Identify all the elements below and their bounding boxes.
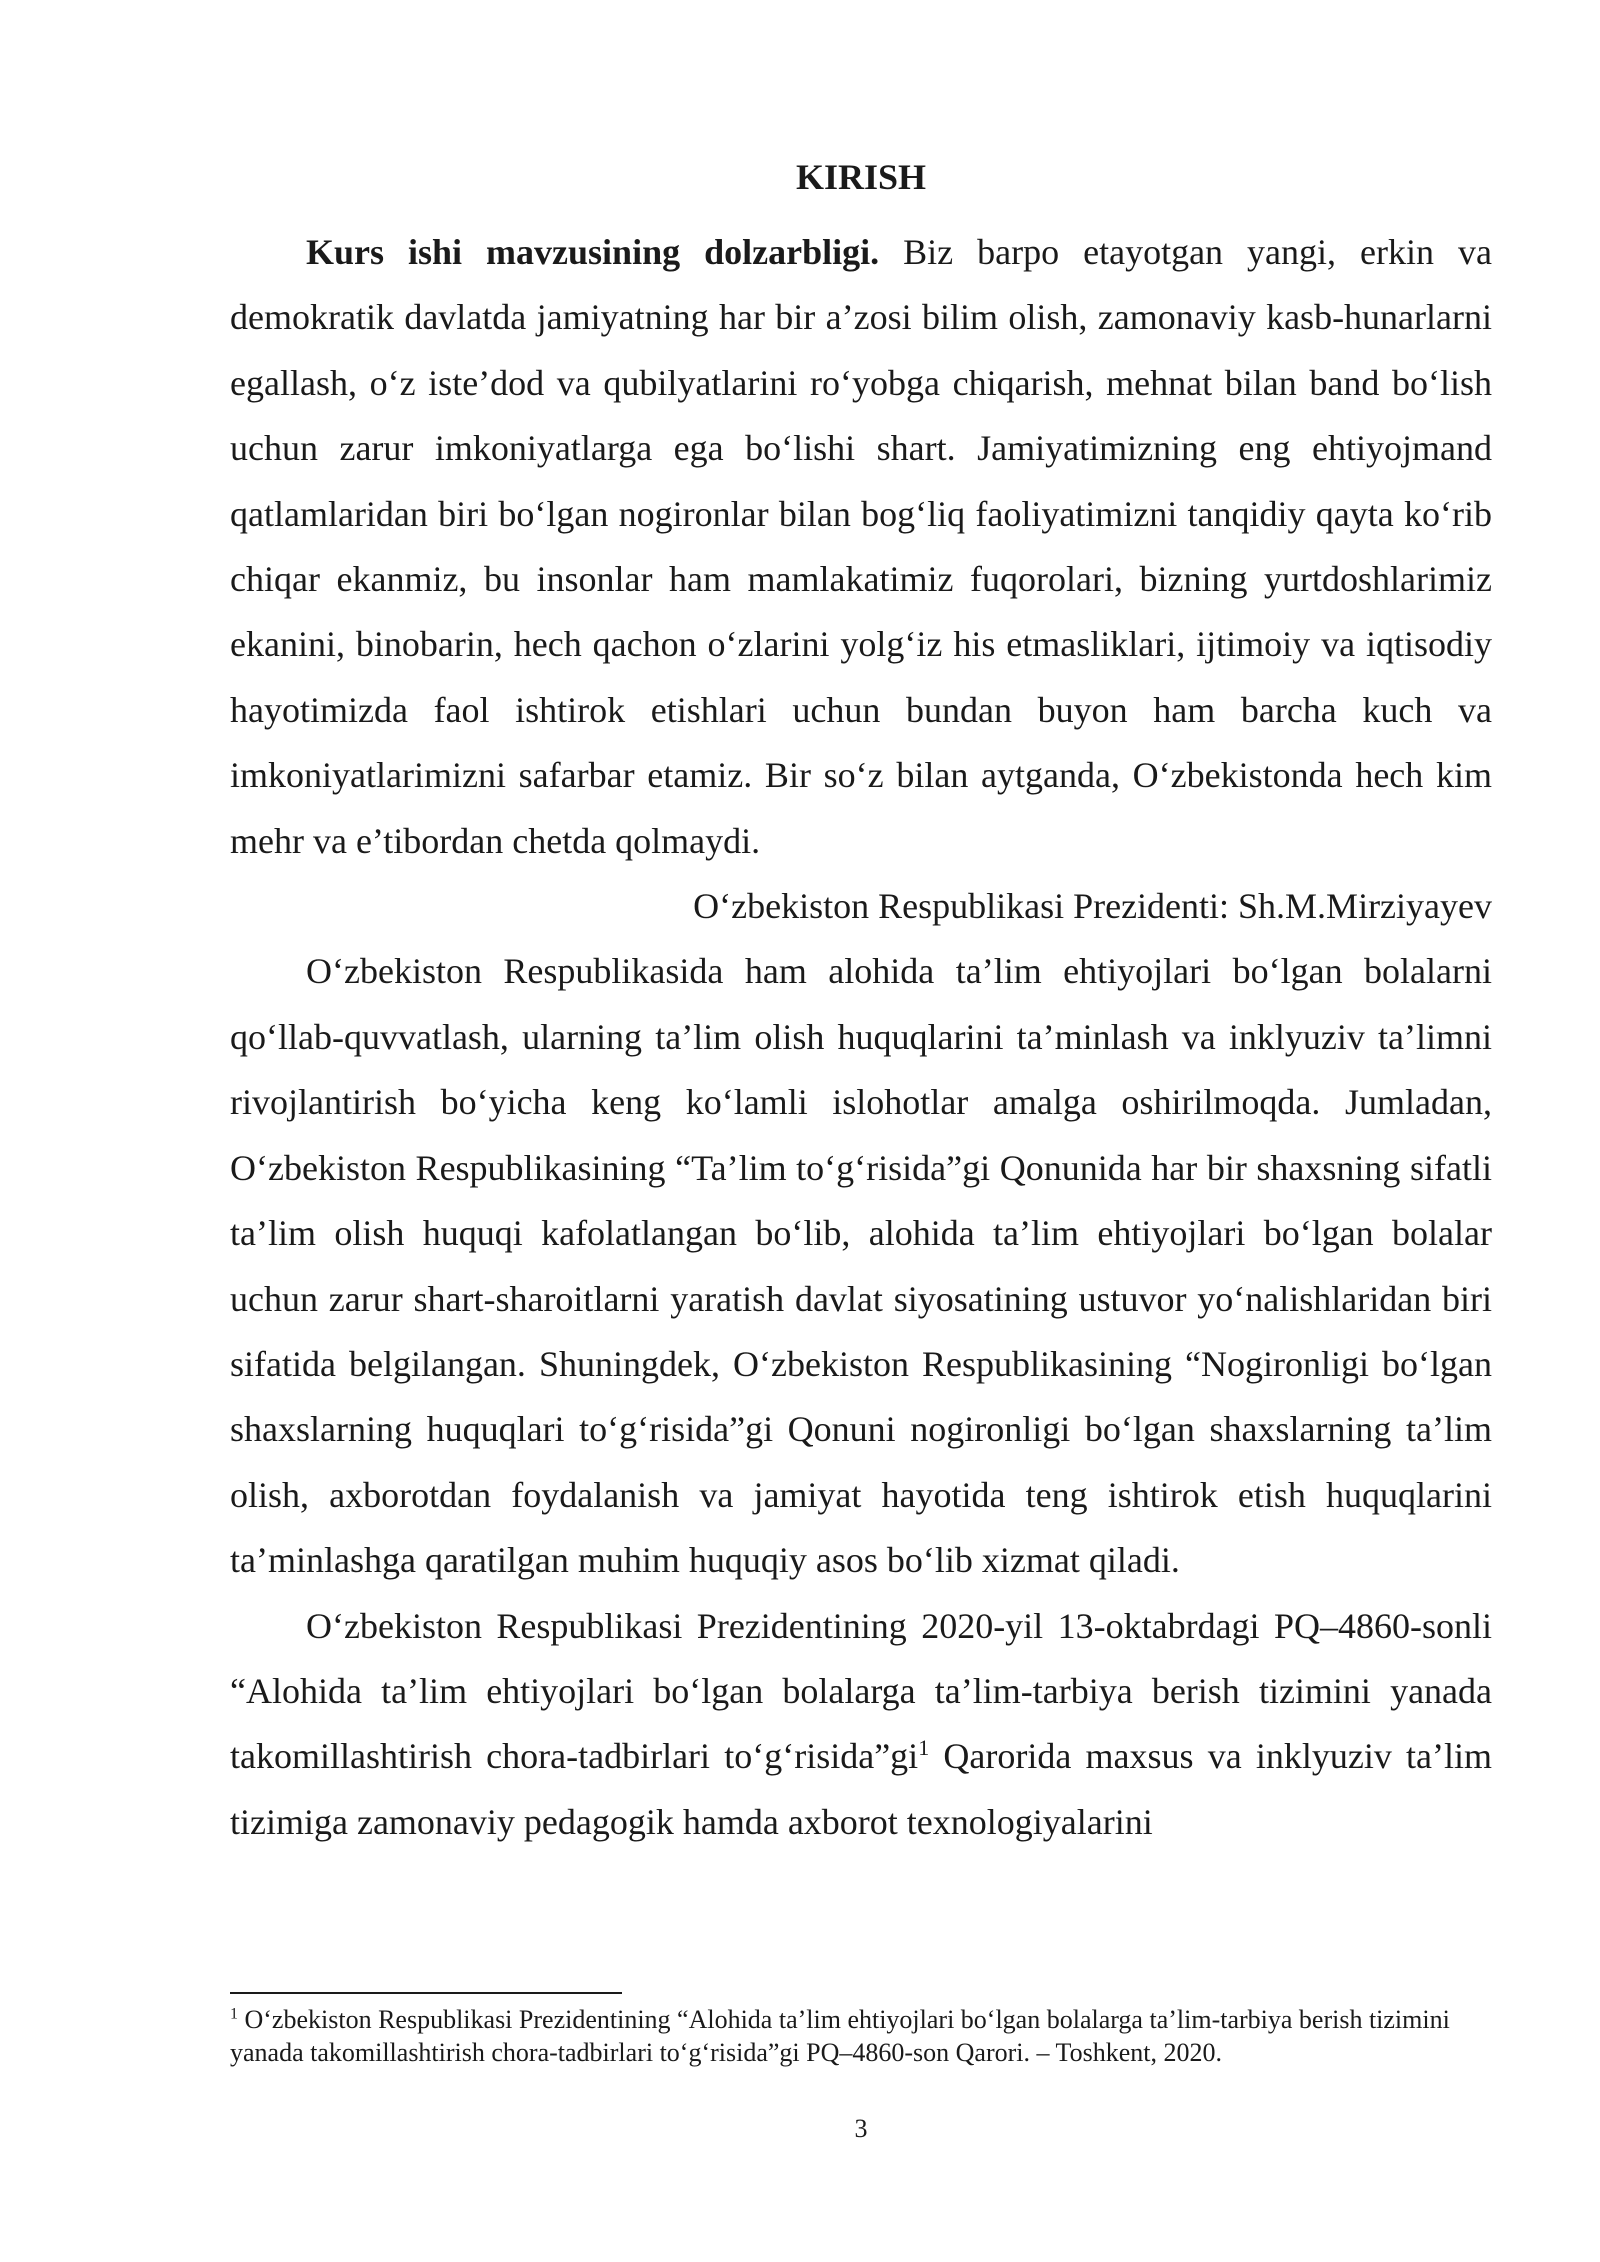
footnote-text: O‘zbekiston Respublikasi Prezidentining “Alohida ta’lim ehtiyojlari bo‘lgan bolalarga ta’lim-tarbiya berish tizimini yanada takomillashtirish chora-tadbirlari to‘g‘risida”gi PQ–4860-son Qarori. – Toshkent, 2020. xyxy=(230,2005,1450,2067)
paragraph-resolution-text-b: Qarorida maxsus va inklyuziv ta’lim tizimiga zamonaviy pedagogik hamda axborot texnologiyalarini xyxy=(230,1736,1493,1842)
paragraph-relevance xyxy=(230,220,1492,874)
body-text xyxy=(230,220,1492,1855)
footnote-separator xyxy=(230,1992,622,1994)
paragraph-resolution-text-a: O‘zbekiston Respublikasi Prezidentining 2020-yil 13-oktabrdagi PQ–4860-sonli “Alohida ta’lim ehtiyojlari bo‘lgan bolalarga ta’lim-tarbiya berish tizimini yanada takomillashtirish chora-tadbirlari to‘g‘risida”gi xyxy=(230,1605,1492,1777)
footnote xyxy=(230,2003,1492,2069)
section-heading: KIRISH xyxy=(795,157,927,197)
paragraph-relevance-text: Biz barpo etayotgan yangi, erkin va demokratik davlatda jamiyatning har bir a’zosi bilim olish, zamonaviy kasb-hunarlarni egallash, o‘z iste’dod va qubilyatlarini ro‘yobga chiqarish, mehnat bilan band bo‘lish uchun zarur imkoniyatlarga ega bo‘lishi shart. Jamiyatimizning eng ehtiyojmand qatlamlaridan biri bo‘lgan nogironlar bilan bog‘liq faoliyatimizni tanqidiy qayta ko‘rib chiqar ekanmiz, bu insonlar ham mamlakatimiz fuqorolari, bizning yurtdoshlarimiz ekanini, binobarin, hech qachon o‘zlarini yolg‘iz his etmasliklari, ijtimoiy va iqtisodiy hayotimizda faol ishtirok etishlari uchun bundan buyon ham barcha kuch va imkoniyatlarimizni safarbar etamiz. Bir so‘z bilan aytganda, O‘zbekistonda hech kim mehr va e’tibordan chetda qolmaydi. xyxy=(230,232,1492,861)
footnote-marker: 1 xyxy=(230,2005,238,2023)
footnote-reference[interactable]: 1 xyxy=(918,1735,930,1761)
paragraph-lead: Kurs ishi mavzusining dolzarbligi. xyxy=(306,232,880,272)
paragraph-reforms: O‘zbekiston Respublikasida ham alohida ta’lim ehtiyojlari bo‘lgan bolalarni qo‘llab-quvvatlash, ularning ta’lim olish huquqlarini ta’minlash va inklyuziv ta’limni rivojlantirish bo‘yicha keng ko‘lamli islohotlar amalga oshirilmoqda. Jumladan, O‘zbekiston Respublikasining “Ta’lim to‘g‘risida”gi Qonunida har bir shaxsning sifatli ta’lim olish huquqi kafolatlangan bo‘lib, alohida ta’lim ehtiyojlari bo‘lgan bolalar uchun zarur shart-sharoitlarni yaratish davlat siyosatining ustuvor yo‘nalishlaridan biri sifatida belgilangan. Shuningdek, O‘zbekiston Respublikasining “Nogironligi bo‘lgan shaxslarning huquqlari to‘g‘risida”gi Qonuni nogironligi bo‘lgan shaxslarning ta’lim olish, axborotdan foydalanish va jamiyat hayotida teng ishtirok etish huquqlarini ta’minlashga qaratilgan muhim huquqiy asos bo‘lib xizmat qiladi. xyxy=(230,951,1492,1581)
paragraph-resolution xyxy=(230,1594,1492,1856)
quote-attribution: O‘zbekiston Respublikasi Prezidenti: Sh.M.Mirziyayev xyxy=(693,886,1492,927)
page-number: 3 xyxy=(854,2114,868,2143)
